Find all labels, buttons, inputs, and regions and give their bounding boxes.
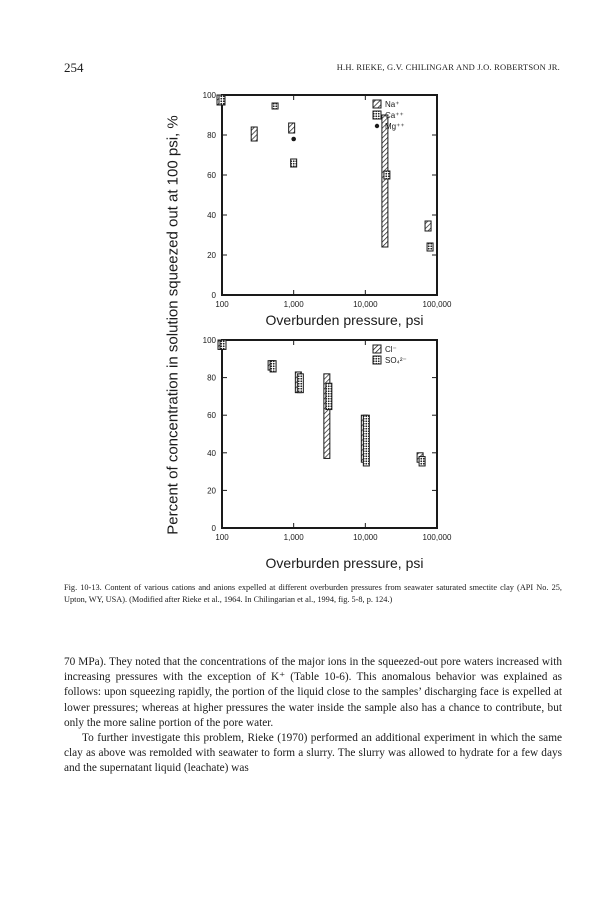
- x-tick-label: 10,000: [353, 300, 378, 309]
- legend-label: Ca⁺⁺: [385, 111, 404, 120]
- legend-label: SO₄²⁻: [385, 356, 407, 365]
- x-tick-label: 100,000: [422, 533, 452, 542]
- data-bar: [291, 159, 297, 167]
- data-bar: [326, 383, 332, 409]
- legend-label: Na⁺: [385, 100, 400, 109]
- data-bar: [251, 127, 257, 141]
- chart-panel-cations: [203, 91, 452, 328]
- y-tick-label: 40: [207, 211, 216, 220]
- legend-swatch: [373, 100, 381, 108]
- paragraph: 70 MPa). They noted that the concentrations of the major ions in the squeezed-out pore waters increased with increasing pressures with the exception of K⁺ (Table 10-6). This anomalous behavior was explained as follows: upon squeezing rapidly, the portion of the liquid close to the samples’ discharging face is expelled at lower pressures; whereas at higher pressures the water inside the sample also has a chance to contribute, but only the more saline portion of the pore water.: [64, 656, 562, 729]
- legend-swatch: [373, 111, 381, 119]
- data-bar: [427, 243, 433, 251]
- y-tick-label: 100: [202, 91, 216, 100]
- paragraph: To further investigate this problem, Rieke (1970) performed an additional experiment in which the same clay as above was remolded with seawater to form a slurry. The slurry was allowed to hydrate for a few days and the supernatant liquid (leachate) was: [64, 732, 562, 775]
- plot-frame: [222, 95, 437, 295]
- legend-label: Mg⁺⁺: [385, 122, 405, 131]
- data-bar: [219, 95, 225, 105]
- page-number: 254: [64, 60, 84, 75]
- data-bar: [297, 374, 303, 393]
- x-tick-label: 1,000: [283, 533, 304, 542]
- y-tick-label: 20: [207, 486, 216, 496]
- y-tick-label: 60: [207, 411, 216, 421]
- y-tick-label: 20: [207, 251, 216, 260]
- data-bar: [289, 123, 295, 133]
- data-bar: [363, 415, 369, 466]
- data-bar: [270, 361, 276, 372]
- x-tick-label: 10,000: [353, 533, 378, 542]
- y-tick-label: 80: [207, 131, 216, 140]
- data-bar: [425, 221, 431, 231]
- data-bar: [220, 340, 226, 349]
- legend-swatch: [373, 356, 381, 364]
- y-tick-label: 100: [202, 336, 216, 345]
- data-bar: [419, 457, 425, 466]
- y-tick-label: 80: [207, 373, 216, 383]
- figure-caption: Fig. 10-13. Content of various cations and anions expelled at different overburden pressures from seawater saturated smectite clay (API No. 25, Upton, WY, USA). (Modified after Rieke et al., 1964. In Chilingarian et al., 1994, fig. 5-8, p. 124.): [64, 583, 562, 604]
- y-tick-label: 0: [211, 524, 216, 533]
- data-point: [291, 137, 296, 142]
- data-bar: [382, 115, 388, 247]
- legend-label: Cl⁻: [385, 345, 397, 354]
- y-tick-label: 40: [207, 448, 216, 458]
- data-bar: [272, 103, 278, 109]
- y-tick-label: 0: [211, 291, 216, 300]
- x-tick-label: 100: [215, 533, 229, 542]
- body-text: [64, 655, 562, 777]
- chart-panel-anions: [203, 336, 452, 571]
- legend-swatch: [373, 345, 381, 353]
- y-tick-label: 60: [207, 171, 216, 180]
- x-axis-label: Overburden pressure, psi: [265, 555, 424, 571]
- x-tick-label: 100: [215, 300, 229, 309]
- y-axis-label: Percent of concentration in solution squeezed out at 100 psi, %: [164, 115, 182, 535]
- legend-marker: [375, 124, 379, 128]
- x-tick-label: 100,000: [422, 300, 452, 309]
- data-bar: [384, 171, 390, 179]
- x-tick-label: 1,000: [283, 300, 304, 309]
- running-head: H.H. RIEKE, G.V. CHILINGAR AND J.O. ROBERTSON JR.: [336, 62, 560, 72]
- x-axis-label: Overburden pressure, psi: [265, 312, 424, 328]
